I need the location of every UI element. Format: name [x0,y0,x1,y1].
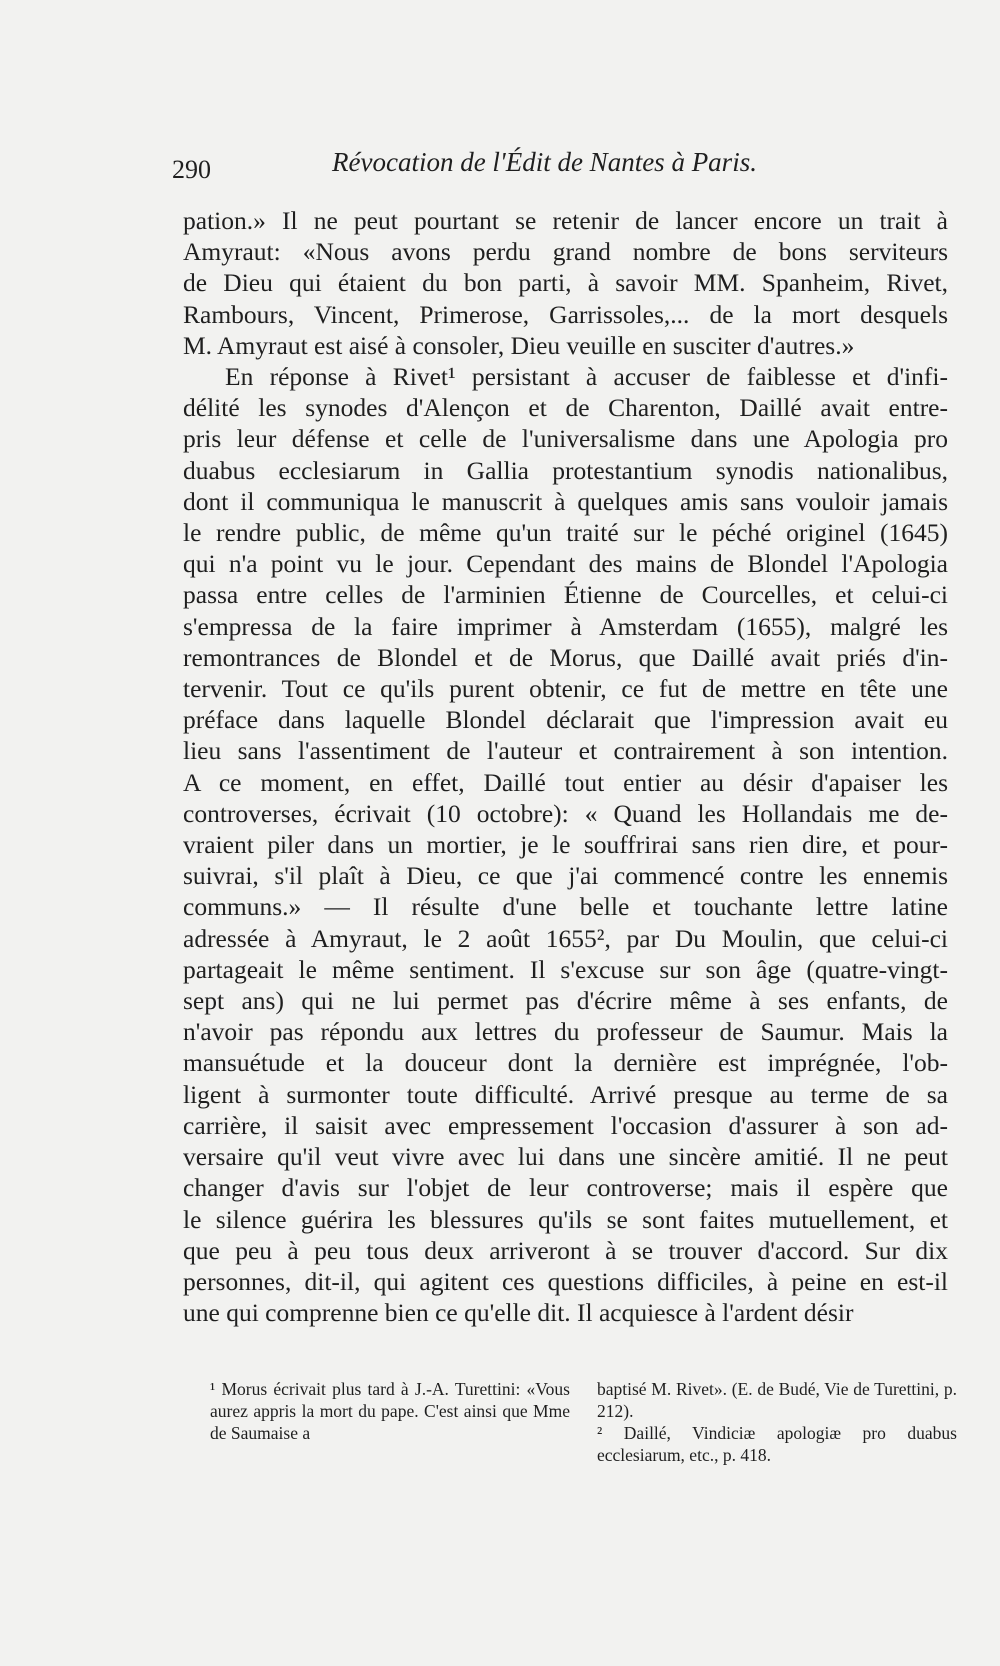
running-title: Révocation de l'Édit de Nantes à Paris. [332,147,757,177]
text-line: pris leur défense et celle de l'universalisme dans une Apologia pro [183,424,948,454]
text-line: Rambours, Vincent, Primerose, Garrissoles,... de la mort desquels [183,299,948,329]
text-line: suivrai, s'il plaît à Dieu, ce que j'ai commencé contre les ennemis [183,861,948,891]
text-line: tervenir. Tout ce qu'ils purent obtenir, ce fut de mettre en tête une [183,674,948,704]
text-line: une qui comprenne bien ce qu'elle dit. Il acquiesce à l'ardent désir [183,1298,854,1328]
text-line: pation.» Il ne peut pourtant se retenir de lancer encore un trait à [183,206,948,235]
text-line: passa entre celles de l'arminien Étienne de Courcelles, et celui-ci [183,580,948,610]
footnote-column-right [597,1378,957,1466]
text-line: En réponse à Rivet¹ persistant à accuser de faiblesse et d'infi- [225,362,948,392]
text-line: de Dieu qui étaient du bon parti, à savoir MM. Spanheim, Rivet, [183,268,948,298]
text-line: adressée à Amyraut, le 2 août 1655², par Du Moulin, que celui-ci [183,923,948,953]
text-line: duabus ecclesiarum in Gallia protestantium synodis nationalibus, [183,455,948,485]
text-line: s'empressa de la faire imprimer à Amsterdam (1655), malgré les [183,611,948,641]
text-line: versaire qu'il veut vivre avec lui dans une sincère amitié. Il ne peut [183,1142,948,1172]
text-line: remontrances de Blondel et de Morus, que Daillé avait priés d'in- [183,642,948,672]
text-line: mansuétude et la douceur dont la dernière est imprégnée, l'ob- [183,1048,948,1078]
text-line: préface dans laquelle Blondel déclarait que l'impression avait eu [183,705,948,735]
text-line: M. Amyraut est aisé à consoler, Dieu veuille en susciter d'autres.» [183,330,855,360]
text-line: carrière, il saisit avec empressement l'occasion d'assurer à son ad- [183,1110,948,1140]
text-line: communs.» — Il résulte d'une belle et touchante lettre latine [183,892,948,922]
footnote-column-left [210,1378,570,1444]
footnote-1-continued: baptisé M. Rivet». (E. de Budé, Vie de Turettini, p. 212). [597,1379,957,1421]
footnote-1: ¹ Morus écrivait plus tard à J.-A. Turettini: «Vous aurez appris la mort du pape. C'est ainsi que Mme de Saumaise a [210,1379,570,1443]
text-line: A ce moment, en effet, Daillé tout entier au désir d'apaiser les [183,767,948,797]
text-line: que peu à peu tous deux arriveront à se trouver d'accord. Sur dix [183,1235,948,1265]
text-line: vraient piler dans un mortier, je le souffrirai sans rien dire, et pour- [183,830,948,860]
text-line: lieu sans l'assentiment de l'auteur et contrairement à son intention. [183,736,948,766]
text-line: ligent à surmonter toute difficulté. Arrivé presque au terme de sa [183,1079,948,1109]
text-line: personnes, dit-il, qui agitent ces questions difficiles, à peine en est-il [183,1266,948,1296]
text-line: Amyraut: «Nous avons perdu grand nombre de bons serviteurs [183,237,948,267]
text-line: partageait le même sentiment. Il s'excuse sur son âge (quatre-vingt- [183,954,948,984]
text-line: le rendre public, de même qu'un traité sur le péché originel (1645) [183,518,948,548]
body-text [183,205,948,1328]
text-line: n'avoir pas répondu aux lettres du professeur de Saumur. Mais la [183,1017,948,1047]
text-line: délité les synodes d'Alençon et de Charenton, Daillé avait entre- [183,393,948,423]
text-line: controverses, écrivait (10 octobre): « Quand les Hollandais me de- [183,798,948,828]
text-line: qui n'a point vu le jour. Cependant des mains de Blondel l'Apologia [183,549,948,579]
footnote-2: ² Daillé, Vindiciæ apologiæ pro duabus ecclesiarum, etc., p. 418. [597,1423,957,1465]
text-line: sept ans) qui ne lui permet pas d'écrire même à ses enfants, de [183,986,948,1016]
text-line: changer d'avis sur l'objet de leur controverse; mais il espère que [183,1173,948,1203]
text-line: le silence guérira les blessures qu'ils se sont faites mutuellement, et [183,1204,948,1234]
text-line: dont il communiqua le manuscrit à quelques amis sans vouloir jamais [183,486,948,516]
page-number: 290 [172,155,211,184]
